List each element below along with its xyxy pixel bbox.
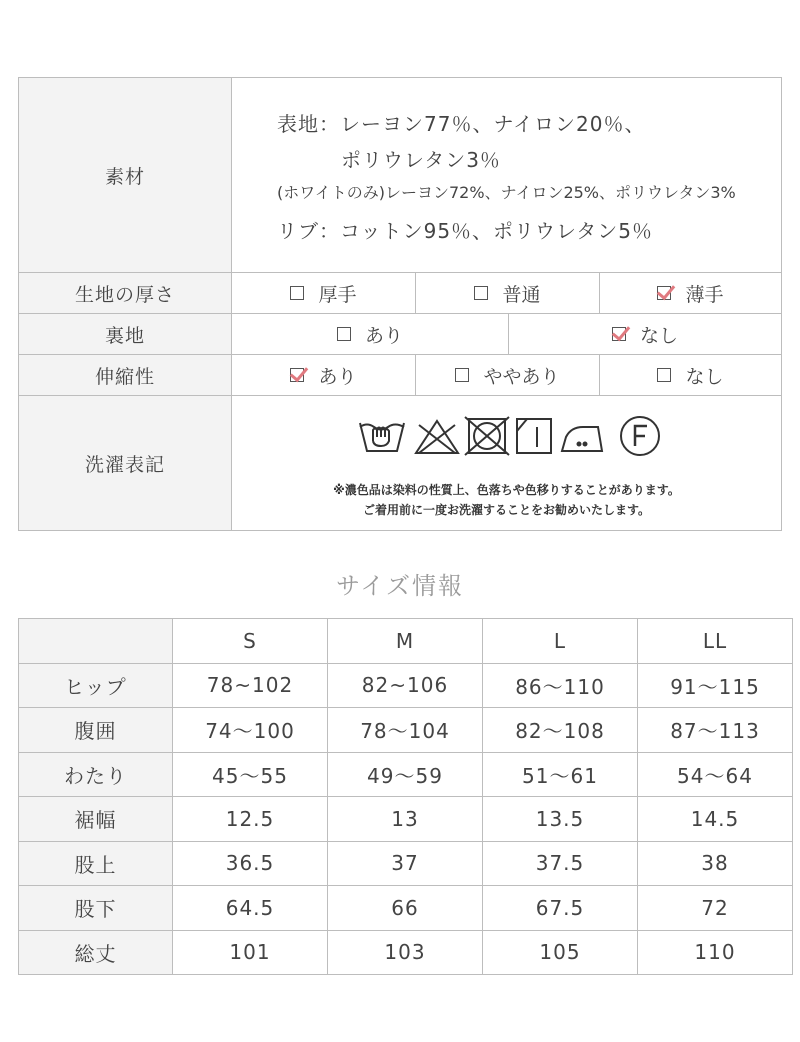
stretch-label: 伸縮性: [19, 355, 232, 395]
material-line-1: 表地：レーヨン77％、ナイロン20％、: [277, 112, 646, 136]
table-cell: 14.5: [638, 797, 793, 842]
thickness-row: [19, 273, 781, 314]
stretch-option-no: なし: [600, 355, 781, 395]
care-icons: [357, 413, 667, 461]
table-cell: 82～108: [483, 708, 638, 753]
material-line-4: リブ：コットン95％、ポリウレタン5％: [277, 219, 653, 243]
no-tumble-dry-icon: [465, 417, 509, 455]
checkbox-icon: [657, 368, 671, 382]
row-label-thigh: わたり: [19, 752, 173, 797]
checkbox-checked-icon: [612, 327, 626, 341]
stretch-row: [19, 355, 781, 396]
lining-option-yes: あり: [232, 314, 509, 354]
table-cell: 103: [328, 930, 483, 975]
material-row: [19, 78, 781, 273]
care-label: 洗濯表記: [19, 396, 232, 530]
low-iron-icon: [562, 427, 602, 451]
thickness-option-normal: 普通: [416, 273, 600, 313]
care-note-2: ご着用前に一度お洗濯することをお勧めいたします。: [362, 503, 651, 517]
table-row: [19, 886, 793, 931]
table-cell: 13: [328, 797, 483, 842]
thickness-option-thick: 厚手: [232, 273, 416, 313]
checkbox-checked-icon: [290, 368, 304, 382]
table-row: [19, 841, 793, 886]
table-cell: 101: [173, 930, 328, 975]
checkbox-icon: [474, 286, 488, 300]
table-cell: 12.5: [173, 797, 328, 842]
row-label-hem-width: 裾幅: [19, 797, 173, 842]
table-cell: 78~102: [173, 663, 328, 708]
checkbox-icon: [455, 368, 469, 382]
stretch-option-somewhat: ややあり: [416, 355, 600, 395]
table-cell: 86～110: [483, 663, 638, 708]
thickness-label: 生地の厚さ: [19, 273, 232, 313]
table-row: [19, 752, 793, 797]
table-cell: 38: [638, 841, 793, 886]
checkbox-checked-icon: [657, 286, 671, 300]
size-header-row: [19, 619, 793, 664]
row-label-abdomen: 腹囲: [19, 708, 173, 753]
dry-clean-f-icon: [621, 417, 659, 455]
table-cell: 64.5: [173, 886, 328, 931]
size-info-title: サイズ情報: [335, 572, 465, 600]
table-cell: 66: [328, 886, 483, 931]
material-label: 素材: [19, 78, 232, 272]
material-line-2: ポリウレタン3％: [341, 148, 501, 172]
table-row: [19, 663, 793, 708]
row-label-rise: 股上: [19, 841, 173, 886]
table-cell: 51～61: [483, 752, 638, 797]
thickness-option-thin: 薄手: [600, 273, 781, 313]
table-cell: 54～64: [638, 752, 793, 797]
table-cell: 78～104: [328, 708, 483, 753]
size-table: [18, 618, 793, 975]
checkbox-icon: [337, 327, 351, 341]
table-row: [19, 797, 793, 842]
no-bleach-icon: [416, 421, 458, 453]
table-cell: 49～59: [328, 752, 483, 797]
table-cell: 74～100: [173, 708, 328, 753]
table-cell: 37.5: [483, 841, 638, 886]
table-cell: 82~106: [328, 663, 483, 708]
row-label-hip: ヒップ: [19, 663, 173, 708]
table-cell: 91～115: [638, 663, 793, 708]
care-note-1: ※濃色品は染料の性質上、色落ちや色移りすることがあります。: [333, 483, 680, 497]
table-cell: 67.5: [483, 886, 638, 931]
table-cell: 45～55: [173, 752, 328, 797]
table-cell: 87～113: [638, 708, 793, 753]
size-col-s: S: [173, 619, 328, 664]
row-label-total-length: 総丈: [19, 930, 173, 975]
lining-row: [19, 314, 781, 355]
lining-label: 裏地: [19, 314, 232, 354]
table-cell: 110: [638, 930, 793, 975]
table-cell: 72: [638, 886, 793, 931]
lining-option-no: なし: [509, 314, 781, 354]
size-col-ll: LL: [638, 619, 793, 664]
table-cell: 36.5: [173, 841, 328, 886]
spec-table: [18, 77, 782, 531]
table-row: [19, 930, 793, 975]
size-col-m: M: [328, 619, 483, 664]
row-label-inseam: 股下: [19, 886, 173, 931]
table-cell: 13.5: [483, 797, 638, 842]
hand-wash-icon: [360, 423, 404, 451]
table-cell: 37: [328, 841, 483, 886]
checkbox-icon: [290, 286, 304, 300]
table-row: [19, 708, 793, 753]
table-cell: 105: [483, 930, 638, 975]
stretch-option-yes: あり: [232, 355, 416, 395]
size-col-l: L: [483, 619, 638, 664]
material-line-3: (ホワイトのみ)レーヨン72%、ナイロン25%、ポリウレタン3%: [277, 183, 736, 202]
drip-dry-icon: [517, 419, 551, 453]
size-header-corner: [19, 619, 173, 664]
